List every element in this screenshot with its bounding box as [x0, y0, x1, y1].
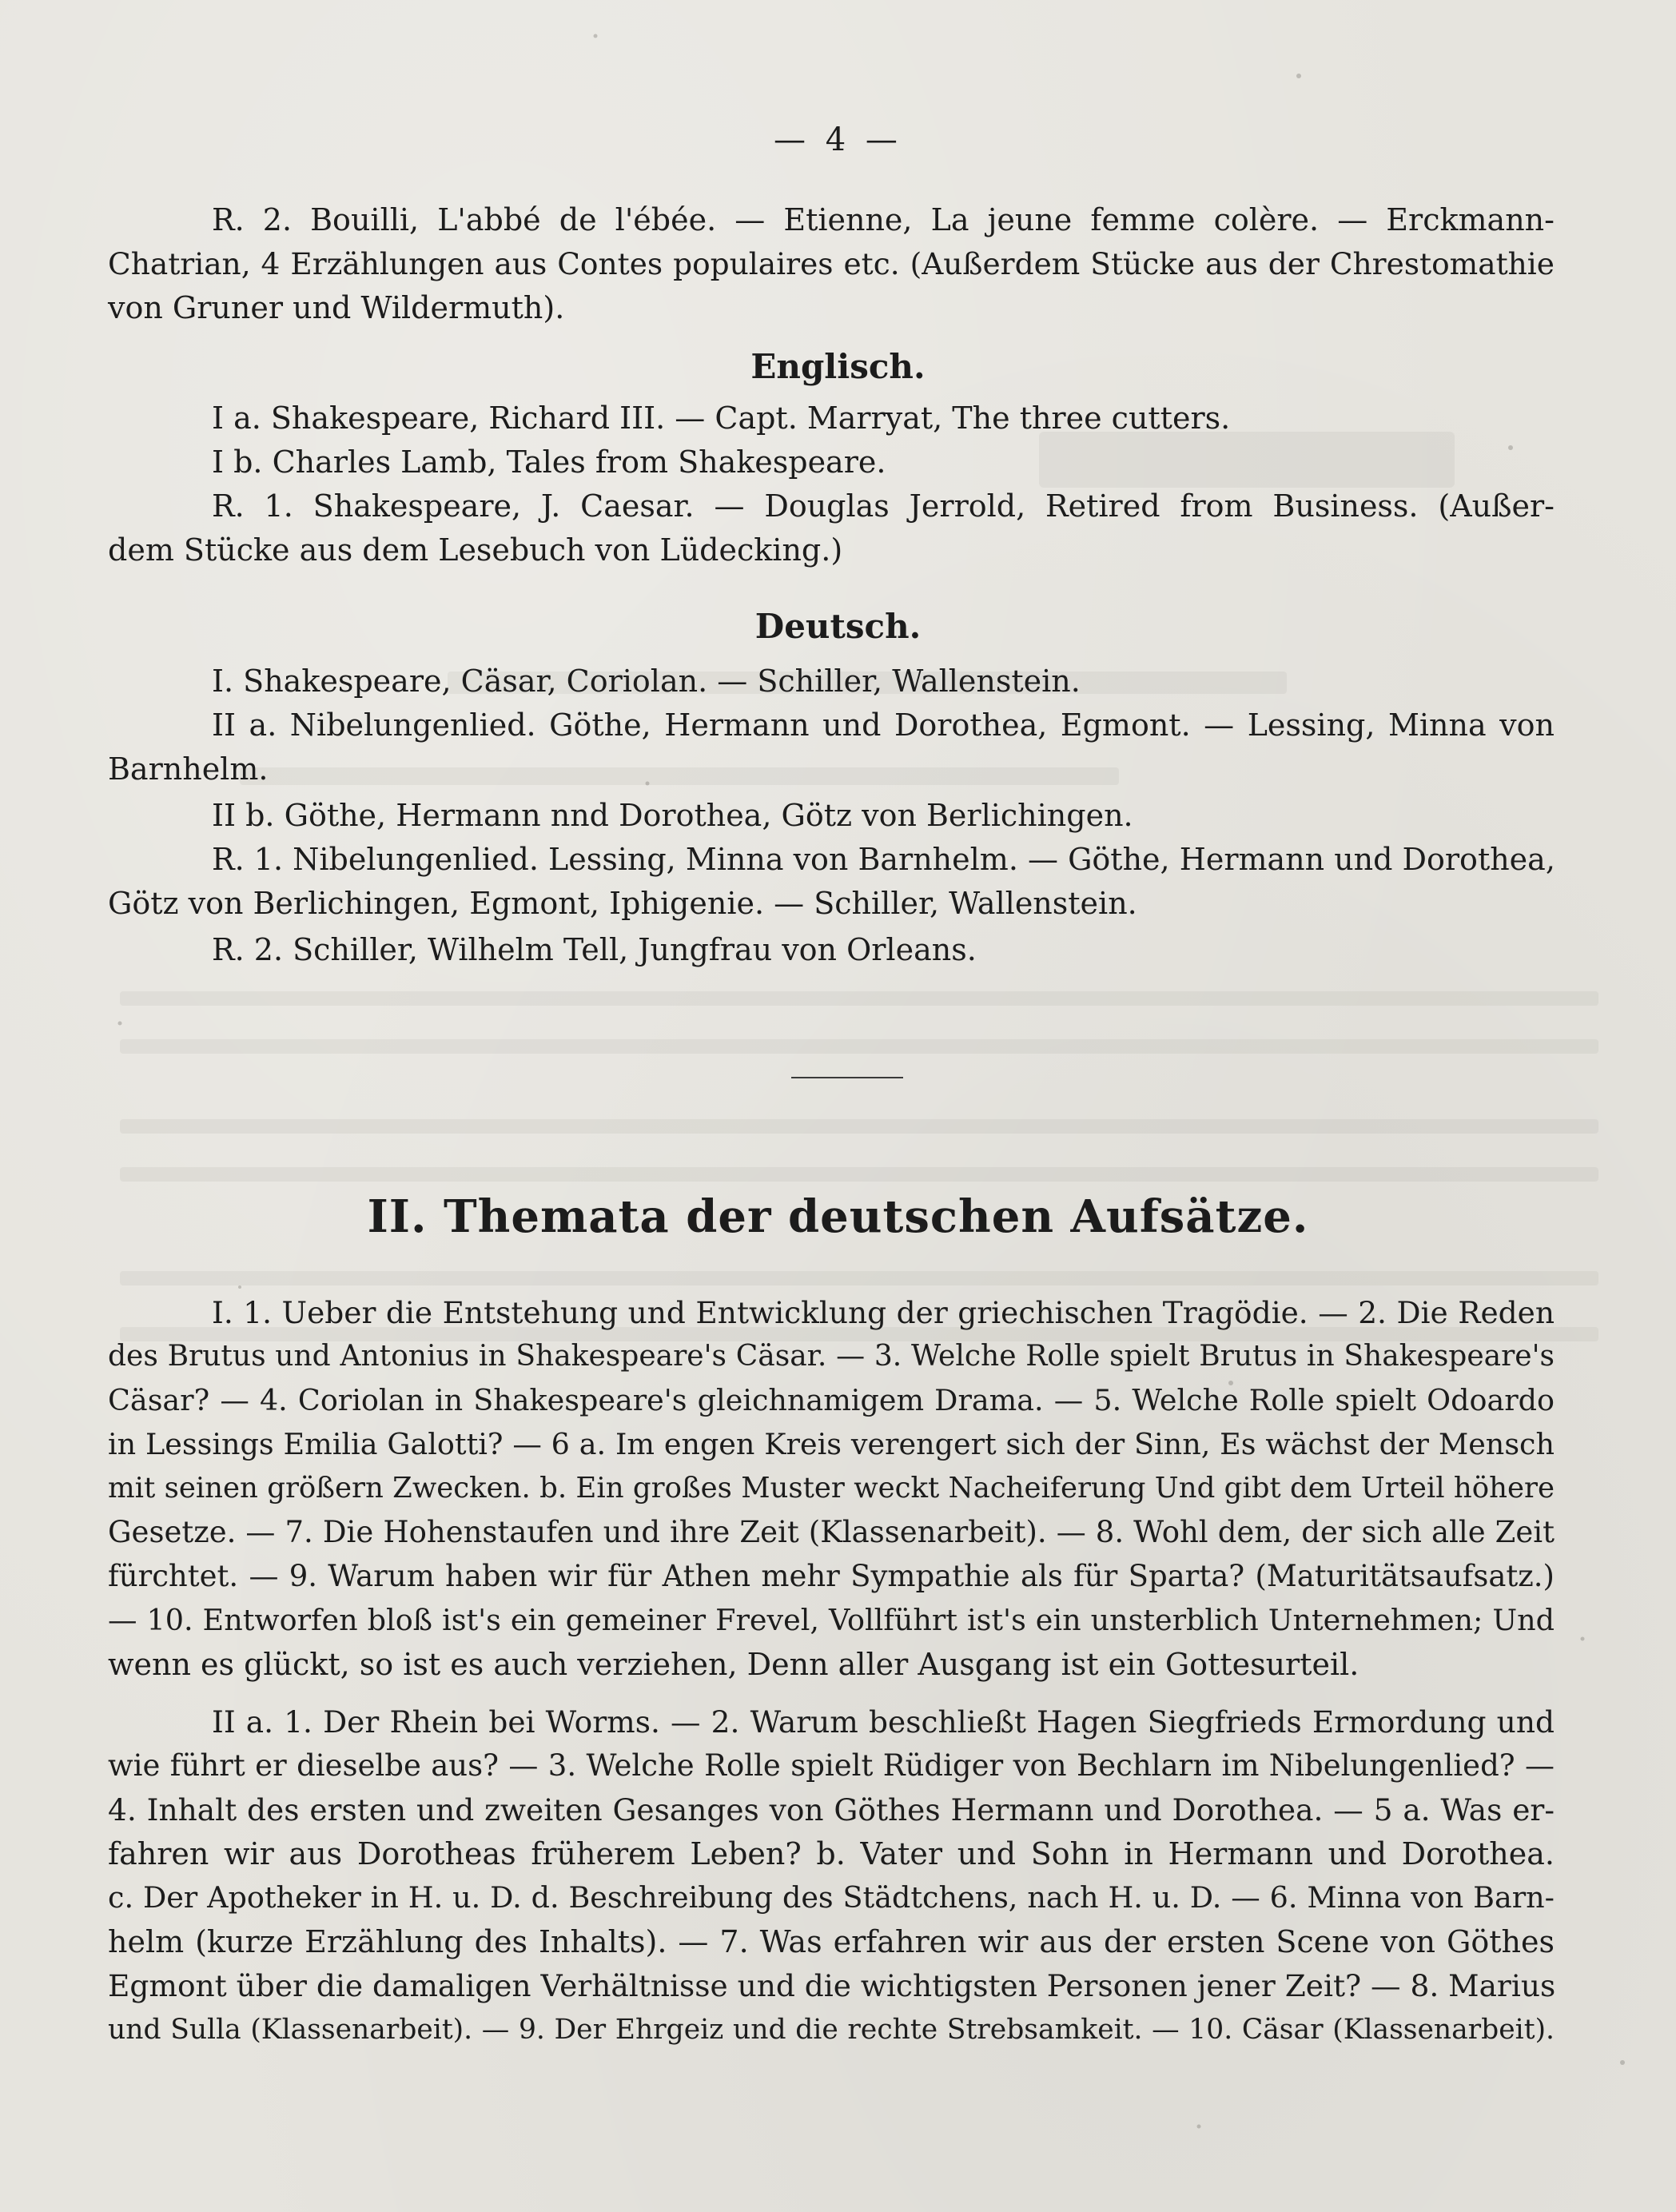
text-line: R. 1. Nibelungenlied. Lessing, Minna von Barnhelm. — Göthe, Hermann und Dorothea,: [212, 842, 1555, 877]
text-line: wenn es glückt, so ist es auch verziehen, Denn aller Ausgang ist ein Gottesurteil.: [108, 1647, 1360, 1682]
text-line: II a. Nibelungenlied. Göthe, Hermann und Dorothea, Egmont. — Lessing, Minna von: [212, 707, 1555, 743]
text-line: Egmont über die damaligen Verhältnisse und die wichtigsten Personen jener Zeit? — 8. Marius: [108, 1968, 1556, 2003]
text-line: R. 2. Schiller, Wilhelm Tell, Jungfrau von Orleans.: [212, 932, 977, 967]
text-line: c. Der Apotheker in H. u. D. d. Beschreibung des Städtchens, nach H. u. D. — 6. Minna von Barn-: [108, 1880, 1555, 1915]
section-heading-german: Deutsch.: [754, 607, 922, 646]
text-line: 4. Inhalt des ersten und zweiten Gesanges von Göthes Hermann und Dorothea. — 5 a. Was er-: [108, 1792, 1555, 1827]
text-line: Barnhelm.: [108, 751, 269, 787]
text-line: I a. Shakespeare, Richard III. — Capt. Marryat, The three cutters.: [212, 401, 1231, 436]
text-line: II b. Göthe, Hermann nnd Dorothea, Götz von Berlichingen.: [212, 798, 1133, 833]
text-line: wie führt er dieselbe aus? — 3. Welche Rolle spielt Rüdiger von Bechlarn im Nibelungenlied? —: [108, 1748, 1555, 1783]
text-line: I b. Charles Lamb, Tales from Shakespeare.: [212, 444, 886, 480]
page-number: — 4 —: [774, 122, 902, 158]
text-line: R. 2. Bouilli, L'abbé de l'ébée. — Etienne, La jeune femme colère. — Erckmann-: [212, 202, 1555, 237]
text-line: Götz von Berlichingen, Egmont, Iphigenie. — Schiller, Wallenstein.: [108, 886, 1137, 921]
section-heading-themes: II. Themata der deutschen Aufsätze.: [367, 1190, 1309, 1243]
text-line: dem Stücke aus dem Lesebuch von Lüdecking.): [108, 532, 843, 568]
text-line: und Sulla (Klassenarbeit). — 9. Der Ehrgeiz und die rechte Strebsamkeit. — 10. Cäsar (Klassenarbeit).: [108, 2014, 1555, 2046]
text-line: — 10. Entworfen bloß ist's ein gemeiner Frevel, Vollführt ist's ein unsterblich Unternehmen; Und: [108, 1603, 1555, 1637]
text-line: Gesetze. — 7. Die Hohenstaufen und ihre Zeit (Klassenarbeit). — 8. Wohl dem, der sich alle Zeit: [108, 1515, 1555, 1549]
text-line: I. Shakespeare, Cäsar, Coriolan. — Schiller, Wallenstein.: [212, 664, 1081, 699]
text-line: helm (kurze Erzählung des Inhalts). — 7. Was erfahren wir aus der ersten Scene von Göthes: [108, 1924, 1555, 1959]
text-line: fürchtet. — 9. Warum haben wir für Athen mehr Sympathie als für Sparta? (Maturitätsaufsatz.): [108, 1559, 1555, 1593]
text-line: von Gruner und Wildermuth).: [108, 290, 565, 325]
text-line: des Brutus und Antonius in Shakespeare's Cäsar. — 3. Welche Rolle spielt Brutus in Shakespeare's: [108, 1340, 1555, 1373]
text-line: Cäsar? — 4. Coriolan in Shakespeare's gleichnamigem Drama. — 5. Welche Rolle spielt Odoardo: [108, 1383, 1555, 1417]
text-line: Chatrian, 4 Erzählungen aus Contes populaires etc. (Außerdem Stücke aus der Chrestomathie: [108, 246, 1555, 281]
text-line: I. 1. Ueber die Entstehung und Entwicklung der griechischen Tragödie. — 2. Die Reden: [212, 1295, 1555, 1330]
section-heading-english: Englisch.: [750, 347, 926, 386]
text-line: mit seinen größern Zwecken. b. Ein großes Muster weckt Nacheiferung Und gibt dem Urteil höhere: [108, 1472, 1555, 1505]
text-line: in Lessings Emilia Galotti? — 6 a. Im engen Kreis verengert sich der Sinn, Es wächst der Mensch: [108, 1427, 1555, 1461]
section-divider: [791, 1077, 903, 1078]
text-line: R. 1. Shakespeare, J. Caesar. — Douglas Jerrold, Retired from Business. (Außer-: [212, 488, 1555, 524]
text-line: II a. 1. Der Rhein bei Worms. — 2. Warum beschließt Hagen Siegfrieds Ermordung und: [212, 1704, 1555, 1740]
text-line: fahren wir aus Dorotheas früherem Leben? b. Vater und Sohn in Hermann und Dorothea.: [108, 1836, 1555, 1871]
